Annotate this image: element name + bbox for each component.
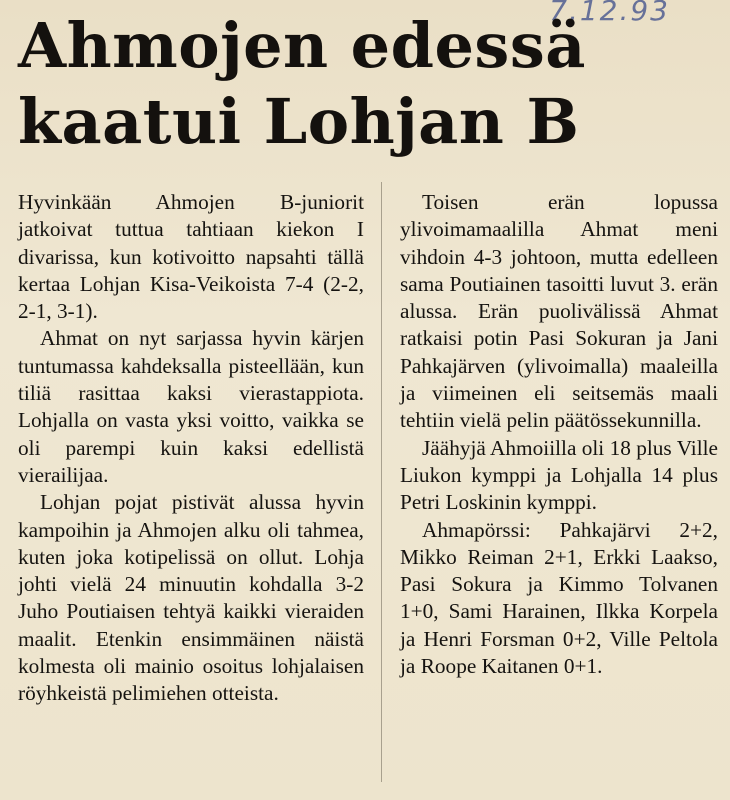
paragraph: Lohjan pojat pistivät alussa hyvin kampoihin ja Ahmojen alku oli tahmea, kuten joka kotipelissä on ollut. Lohja johti vielä 24 minuutin kohdalla 3-2 Juho Poutiaisen tehtyä kaikki vieraiden maalit. Etenkin ensimmäinen näistä kolmesta oli mainio osoitus lohjalaisen röyhkeistä pelimiehen otteista. — [18, 490, 364, 706]
paragraph: Toisen erän lopussa ylivoimamaalilla Ahmat meni vihdoin 4-3 johtoon, mutta edelleen sama Poutiainen tasoitti luvut 3. erän alussa. Erän puolivälissä Ahmat ratkaisi potin Pasi Sokuran ja Jani Pahkajärven (ylivoimalla) maaleilla ja viimeinen eli seitsemäs maali tehtiin vielä pelin päätössekunnilla. — [400, 190, 718, 433]
headline-line-2: kaatui Lohjan B — [18, 85, 580, 158]
article-column-right — [400, 189, 718, 680]
headline — [18, 8, 586, 160]
paragraph: Jäähyjä Ahmoiilla oli 18 plus Ville Liukon kymppi ja Lohjalla 14 plus Petri Loskinin kymppi. — [400, 435, 718, 515]
column-divider — [381, 182, 382, 782]
headline-line-1: Ahmojen edessä — [18, 9, 586, 82]
article-column-left — [18, 189, 364, 708]
handwritten-date-mark: 7.12.93 — [549, 0, 670, 27]
paragraph: Hyvinkään Ahmojen B-juniorit jatkoivat tuttua tahtiaan kiekon I divarissa, kun kotivoitto napsahti tällä kertaa Lohjan Kisa-Veikoista 7-4 (2-2, 2-1, 3-1). — [18, 190, 364, 324]
paragraph: Ahmat on nyt sarjassa hyvin kärjen tuntumassa kahdeksalla pisteellään, kun tiliä rasittaa kaksi vierastappiota. Lohjalla on vasta yksi voitto, vaikka se oli parempi kuin kaksi edellistä vierailijaa. — [18, 326, 364, 487]
paragraph: Ahmapörssi: Pahkajärvi 2+2, Mikko Reiman 2+1, Erkki Laakso, Pasi Sokura ja Kimmo Tolvanen 1+0, Sami Harainen, Ilkka Korpela ja Henri Forsman 0+2, Ville Peltola ja Roope Kaitanen 0+1. — [400, 517, 718, 679]
